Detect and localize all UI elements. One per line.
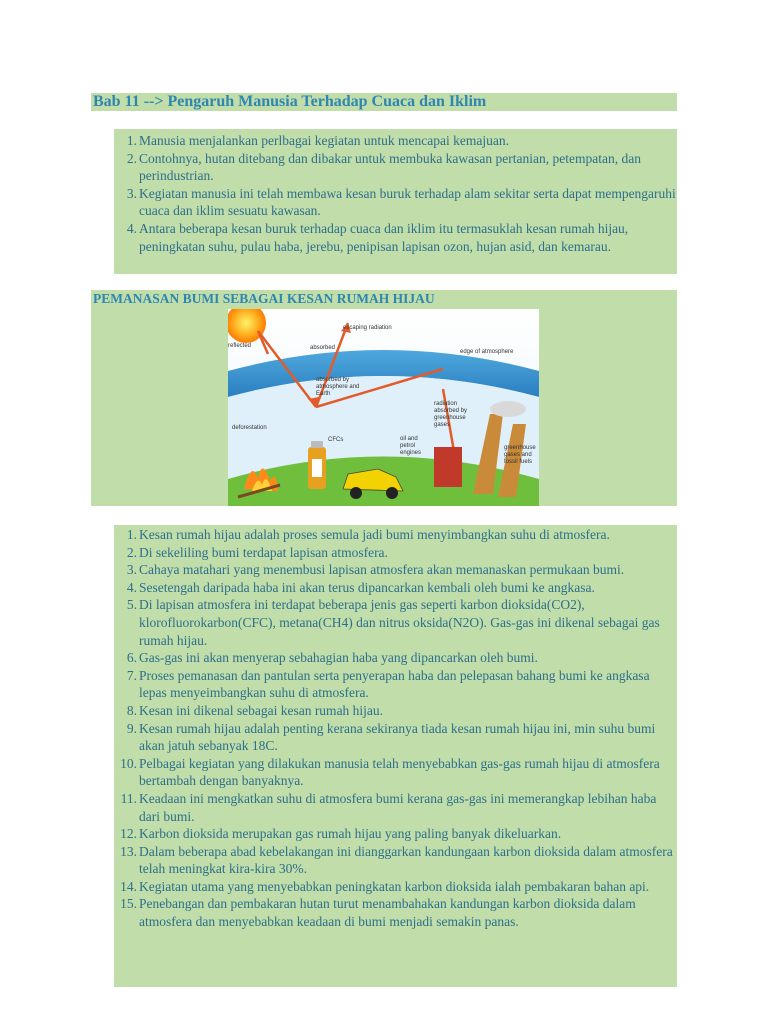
label-gh-fossil-fuels: fossil fuels xyxy=(504,459,533,465)
item-text: Manusia menjalankan perlbagai kegiatan untuk mencapai kemajuan. xyxy=(139,133,509,148)
label-edge-of-atmosphere: edge of atmosphere xyxy=(460,349,514,355)
list-item xyxy=(114,596,677,649)
item-text: Antara beberapa kesan buruk terhadap cuaca dan iklim itu termasuklah kesan rumah hijau, peningkatan suhu, pulau haba, jerebu, penipisan lapisan ozon, hujan asid, dan kemarau. xyxy=(139,220,629,254)
item-number: 13 . xyxy=(114,843,137,861)
item-text: Karbon dioksida merupakan gas rumah hijau yang paling banyak dikeluarkan. xyxy=(139,826,562,842)
item-number: 14 . xyxy=(114,878,137,896)
item-text: Kegiatan manusia ini telah membawa kesan buruk terhadap alam sekitar serta dapat mempengaruhi cuaca dan iklim sesuatu kawasan. xyxy=(139,185,676,219)
item-text: Di lapisan atmosfera ini terdapat beberapa jenis gas seperti karbon dioksida(CO2), klorofluorokarbon(CFC), metana(CH4) dan nitrus oksida(N2O). Gas-gas ini dikenal sebagai gas rumah hijau. xyxy=(139,597,660,648)
item-text: Kegiatan utama yang menyebabkan peningkatan karbon dioksida ialah pembakaran bahan api. xyxy=(139,878,650,894)
item-number: 4 . xyxy=(114,220,137,238)
list-item xyxy=(114,790,677,825)
item-text: Dalam beberapa abad kebelakangan ini dianggarkan kandungaan karbon dioksida dalam atmosfera telah meningkat kira-kira 30%. xyxy=(139,843,673,877)
list-item xyxy=(114,878,677,896)
label-radiation: radiation xyxy=(434,401,458,407)
section-heading: PEMANASAN BUMI SEBAGAI KESAN RUMAH HIJAU xyxy=(93,291,435,306)
item-number: 3 . xyxy=(114,561,137,579)
item-text: Kesan ini dikenal sebagai kesan rumah hijau. xyxy=(139,702,384,718)
item-number: 1 . xyxy=(114,526,137,544)
list-item xyxy=(114,185,677,220)
item-number: 12 . xyxy=(114,825,137,843)
label-earth: Earth xyxy=(316,391,331,397)
list-item xyxy=(114,220,677,255)
list-item xyxy=(114,667,677,702)
list-item xyxy=(114,132,677,150)
item-number: 10 . xyxy=(114,755,137,773)
item-text: Sesetengah daripada haba ini akan terus dipancarkan kembali oleh bumi ke angkasa. xyxy=(139,579,595,595)
label-gh-greenhouse: greenhouse xyxy=(504,445,536,451)
item-text: Kesan rumah hijau adalah proses semula jadi bumi menyimbangkan suhu di atmosfera. xyxy=(139,527,610,542)
item-number: 7 . xyxy=(114,667,137,685)
item-number: 9 . xyxy=(114,720,137,738)
list-item xyxy=(114,702,677,720)
item-text: Penebangan dan pembakaran hutan turut menambahakan kandungan karbon dioksida dalam atmosfera dan menyebabkan keadaan di bumi menjadi semakin panas. xyxy=(139,896,636,930)
list-item xyxy=(114,720,677,755)
label-deforestation: deforestation xyxy=(232,425,267,431)
item-text: Cahaya matahari yang menembusi lapisan atmosfera akan memanaskan permukaan bumi. xyxy=(139,562,625,578)
greenhouse-section xyxy=(91,290,677,506)
label-petrol: petrol xyxy=(400,443,416,449)
main-list-box xyxy=(114,525,677,987)
item-number: 1 . xyxy=(114,132,137,150)
label-gh-gases-and: gases and xyxy=(504,452,532,458)
item-number: 2 . xyxy=(114,150,137,168)
label-greenhouse: greenhouse xyxy=(434,415,466,421)
list-item xyxy=(114,843,677,878)
list-item xyxy=(114,526,677,544)
label-oil-and: oil and xyxy=(400,436,418,442)
item-number: 2 . xyxy=(114,544,137,562)
intro-list-box xyxy=(114,129,677,274)
label-atmosphere-and: atmosphere and xyxy=(316,384,360,390)
item-number: 6 . xyxy=(114,649,137,667)
item-number: 5 . xyxy=(114,596,137,614)
list-item xyxy=(114,579,677,597)
item-number: 4 . xyxy=(114,579,137,597)
list-item xyxy=(114,561,677,579)
list-item xyxy=(114,544,677,562)
label-reflected: reflected xyxy=(228,343,252,349)
item-text: Kesan rumah hijau adalah penting kerana sekiranya tiada kesan rumah hijau ini, min suhu bumi akan jatuh sebanyak 18C. xyxy=(139,720,656,754)
greenhouse-effect-diagram xyxy=(228,309,539,506)
list-item xyxy=(114,649,677,667)
label-gases: gases xyxy=(434,422,451,428)
label-absorbed-by-2: absorbed by xyxy=(434,408,468,414)
item-text: Proses pemanasan dan pantulan serta penyerapan haba dan pelepasan bahang bumi ke angkasa lepas menyeimbangkan suhu di atmosfera. xyxy=(139,667,650,701)
list-item xyxy=(114,150,677,185)
label-engines: engines xyxy=(400,450,422,456)
list-item xyxy=(114,895,677,930)
intro-list xyxy=(114,132,677,255)
item-number: 11 . xyxy=(114,790,137,808)
list-item xyxy=(114,755,677,790)
spray-can-icon xyxy=(308,441,326,489)
item-text: Pelbagai kegiatan yang dilakukan manusia telah menyebabkan gas-gas rumah hijau di atmosfera bertambah dengan banyaknya. xyxy=(139,755,660,789)
page-title: Bab 11 --> Pengaruh Manusia Terhadap Cuaca dan Iklim xyxy=(91,93,677,111)
list-item xyxy=(114,825,677,843)
item-number: 3 . xyxy=(114,185,137,203)
label-absorbed: absorbed xyxy=(310,345,336,351)
item-number: 15 . xyxy=(114,895,137,913)
label-cfcs: CFCs xyxy=(328,437,344,443)
item-text: Gas-gas ini akan menyerap sebahagian haba yang dipancarkan oleh bumi. xyxy=(139,650,538,666)
main-list xyxy=(114,526,677,931)
label-absorbed-by: absorbed by xyxy=(316,377,350,383)
item-text: Contohnya, hutan ditebang dan dibakar untuk membuka kawasan pertanian, petempatan, dan perindustrian. xyxy=(139,150,641,184)
item-number: 8 . xyxy=(114,702,137,720)
item-text: Di sekeliling bumi terdapat lapisan atmosfera. xyxy=(139,544,388,560)
item-text: Keadaan ini mengkatkan suhu di atmosfera bumi kerana gas-gas ini memerangkap lebihan haba dari bumi. xyxy=(139,790,657,824)
label-escaping-radiation: escaping radiation xyxy=(343,325,392,331)
